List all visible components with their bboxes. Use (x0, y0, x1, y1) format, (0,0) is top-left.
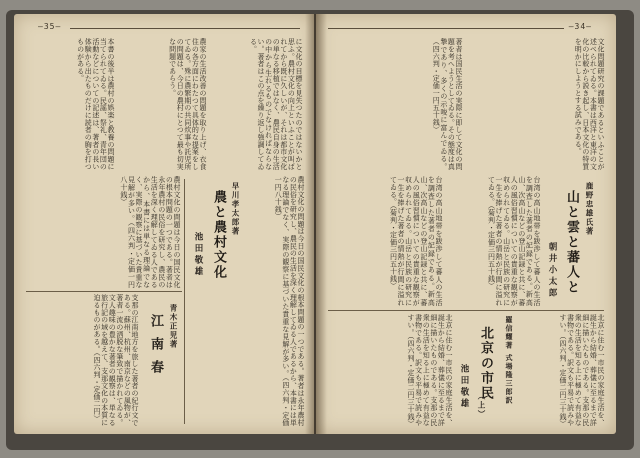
body-column: 農家の生活改善の問題を取り上げ、衣食住の各方面にわたつて具体的な提案をしてゐる。殊に農繁期の共同炊事や託児所の問題は、今日の農村にとつて最も切実な問題であらう。 (168, 38, 207, 170)
review-author: 羅信耀著 式場隆三郎訳 (505, 316, 514, 405)
review-subtitle: （上） (477, 392, 486, 419)
header-rule (328, 28, 564, 29)
review-text: 北京に住む一市民の家庭生活を、誕生から結婚、葬儀に至るまで詳細に描いたものである。支那の民衆の生活を知る上に極めて有益な書物である。訳文も平易で読みやすい。（四六判・定価二円三十銭） (559, 314, 605, 428)
review-title: 農と農村文化 (211, 190, 226, 280)
page-number: —34— (568, 22, 592, 31)
right-page (316, 14, 616, 434)
review-author: 鹿野忠雄氏著 (585, 182, 594, 236)
page-number: —35— (38, 22, 62, 31)
section-divider (328, 310, 604, 311)
body-column: 本書の後半は農村の娯楽と教養の問題に当てられてゐる。民謡、祭礼、青年団の活動などについての記述は、著者の長い体験から出たものだけに読者の胸を打つものがある。 (76, 38, 115, 170)
review-title: 山と雲と蕃人と (564, 190, 579, 295)
body-column: 農村文化の問題は今日の国民文化の根本問題の一つである。著者は永年農村の民俗を研究し、農民の生活を深く理解してゐる人であるから、本書には単なる理論でなく、実際の観察に基づいた貴重な見解が多い。（四六判・定価一円八十銭） (119, 176, 181, 288)
body-column: 文化問題研究の課題であるといふことが述べられてゐる。本書は西洋と東洋の文化の比較から説き起し、日本文化の特質を明かにしようとする試みである。 (574, 38, 605, 170)
review-text: 台湾の高山地帯を跋渉して蕃人の生活を調査した著者の記録である。新高山、次高山などの登山記録と共に、蕃人の風俗習慣についての貴重な観察が収められてゐる。山岳と民族の研究に一生を捧げた著者の情熱が行間に溢れてゐる。（菊判・定価三円五十銭） (487, 176, 541, 306)
review-title: 江南春 (148, 314, 163, 383)
review-reviewer: 朝井小太郎 (547, 242, 557, 300)
section-divider (26, 291, 182, 292)
body-column: に文化の目標を見失つたのではないかと思ふ。農村文化の向上といふことが叫ばれてから既に久しいが、それは都市文化の単なる移植ではなく、農民自身の生活の中から生れるものでなければならない。著者はこの点を繰り返し強調してゐる。 (249, 38, 303, 170)
body-column: 著者は国民生活の実際に即して文化の問題を考へようとしてゐる。その態度は真摯であり、多くの示唆に富んでゐる。（四六判・定価一円五十銭） (432, 38, 463, 170)
review-reviewer: 池田敬雄 (459, 364, 469, 410)
header-rule (70, 28, 300, 29)
review-title: 北京の市民 (478, 326, 493, 401)
review-author: 青木正児著 (169, 304, 178, 349)
review-text: 農村文化の問題は今日の国民文化の根本問題の一つである。著者は永年農村の民俗を研究し、農民の生活を深く理解してゐる人であるから、本書には単なる理論でなく、実際の観察に基づいた貴重な見解が多い。（四六判・定価一円八十銭） (274, 176, 305, 426)
review-text: 台湾の高山地帯を跋渉して蕃人の生活を調査した著者の記録である。新高山、次高山などの登山記録と共に、蕃人の風俗習慣についての貴重な観察が収められてゐる。山岳と民族の研究に一生を捧げた著者の情熱が行間に溢れてゐる。（菊判・定価三円五十銭） (389, 176, 443, 306)
left-page (14, 14, 314, 434)
review-text: 北京に住む一市民の家庭生活を、誕生から結婚、葬儀に至るまで詳細に描いたものである。支那の民衆の生活を知る上に極めて有益な書物である。訳文も平易で読みやすい。（四六判・定価二円三十銭） (407, 314, 453, 428)
review-author: 早川孝太郎著 (231, 182, 240, 236)
review-reviewer: 池田敬雄 (193, 232, 203, 278)
review-text: 支那の江南地方を旅した著者の紀行文である。蘇州、杭州、南京などの風物が、著者一流の洒脱な筆致で描かれてゐる。文人趣味の豊かな著者の観察は、単なる旅行記の域を越えて、支那文化の本質に迫るものがある。（四六判・定価二円） (93, 294, 139, 426)
column-divider (184, 179, 185, 424)
